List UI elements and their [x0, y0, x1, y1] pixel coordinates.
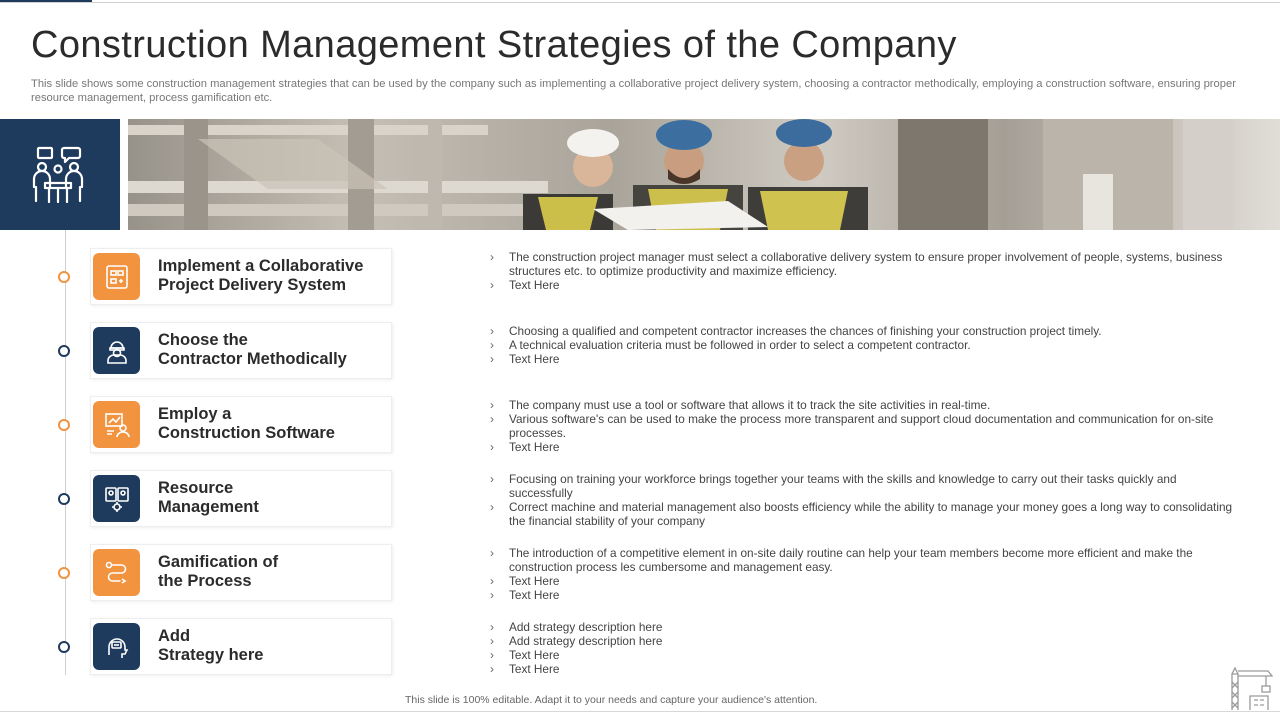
- bullet-item: › Various software's can be used to make the process more transparent and support cloud documentation and communication for on-site processes.: [490, 412, 1240, 440]
- strategy-bullets-delivery-system: [490, 250, 1240, 292]
- timeline-line: [65, 230, 66, 675]
- bullet-item: › Text Here: [490, 648, 1240, 662]
- footer-note: This slide is 100% editable. Adapt it to your needs and capture your audience's attention.: [405, 694, 818, 706]
- timeline-dot: [58, 271, 70, 283]
- software-icon: [93, 401, 140, 448]
- bullet-item: › Text Here: [490, 440, 1240, 454]
- timeline-dot: [58, 641, 70, 653]
- crane-icon: [1226, 662, 1276, 712]
- strategy-card-gamification: [90, 544, 392, 601]
- contractor-icon: [93, 327, 140, 374]
- bullet-item: › Text Here: [490, 352, 1240, 366]
- timeline-dot: [58, 345, 70, 357]
- timeline-dot: [58, 493, 70, 505]
- top-divider: [0, 2, 1280, 3]
- strategy-bullets-software: [490, 398, 1240, 454]
- bullet-item: › Text Here: [490, 588, 1240, 602]
- bullet-item: › Add strategy description here: [490, 634, 1240, 648]
- strategy-label: Gamification of the Process: [158, 553, 279, 590]
- strategy-label: Implement a Collaborative Project Delivery System: [158, 257, 364, 294]
- bullet-item: › Focusing on training your workforce brings together your teams with the skills and knowledge to carry out their tasks quickly and successfully: [490, 472, 1240, 500]
- strategy-icon: [93, 623, 140, 670]
- gamification-icon: [93, 549, 140, 596]
- strategy-label: Choose the Contractor Methodically: [158, 331, 347, 368]
- strategy-label: Add Strategy here: [158, 627, 264, 664]
- team-meeting-icon: [28, 143, 92, 207]
- strategy-bullets-add-strategy: [490, 620, 1240, 676]
- timeline-dot: [58, 419, 70, 431]
- bullet-item: › A technical evaluation criteria must be followed in order to select a competent contractor.: [490, 338, 1240, 352]
- strategy-label: Resource Management: [158, 479, 259, 516]
- construction-photo: [128, 119, 1280, 230]
- bullet-item: › Add strategy description here: [490, 620, 1240, 634]
- delivery-system-icon: [93, 253, 140, 300]
- strategy-card-contractor: [90, 322, 392, 379]
- strategy-bullets-resource: [490, 472, 1240, 528]
- strategy-bullets-gamification: [490, 546, 1240, 602]
- strategy-card-software: [90, 396, 392, 453]
- strategy-card-delivery-system: [90, 248, 392, 305]
- construction-team-banner: [128, 119, 1280, 230]
- bullet-item: › Text Here: [490, 278, 1240, 292]
- strategy-label: Employ a Construction Software: [158, 405, 335, 442]
- bottom-divider: [0, 711, 1280, 712]
- bullet-item: › The company must use a tool or software that allows it to track the site activities in real-time.: [490, 398, 1240, 412]
- bullet-item: › Correct machine and material management also boosts efficiency while the ability to manage your money goes a long way to consolidating the financial stability of your company: [490, 500, 1240, 528]
- bullet-item: › The introduction of a competitive element in on-site daily routine can help your team members become more efficient and make the construction process les cumbersome and management easy.: [490, 546, 1240, 574]
- bullet-item: › The construction project manager must select a collaborative delivery system to ensure proper involvement of people, systems, business structures etc. to optimize productivity and maximize efficiency.: [490, 250, 1240, 278]
- team-icon-box: [0, 119, 120, 230]
- bullet-item: › Choosing a qualified and competent contractor increases the chances of finishing your construction project timely.: [490, 324, 1240, 338]
- strategy-bullets-contractor: [490, 324, 1240, 366]
- strategy-card-add-strategy: [90, 618, 392, 675]
- timeline-dot: [58, 567, 70, 579]
- bullet-item: › Text Here: [490, 662, 1240, 676]
- page-title: Construction Management Strategies of the Company: [31, 24, 957, 66]
- bullet-item: › Text Here: [490, 574, 1240, 588]
- page-subtitle: This slide shows some construction management strategies that can be used by the company such as implementing a collaborative project delivery system, choosing a contractor methodically, employing a construction software, ensuring proper resource management, process gamification etc.: [31, 78, 1236, 104]
- strategy-card-resource: [90, 470, 392, 527]
- resource-icon: [93, 475, 140, 522]
